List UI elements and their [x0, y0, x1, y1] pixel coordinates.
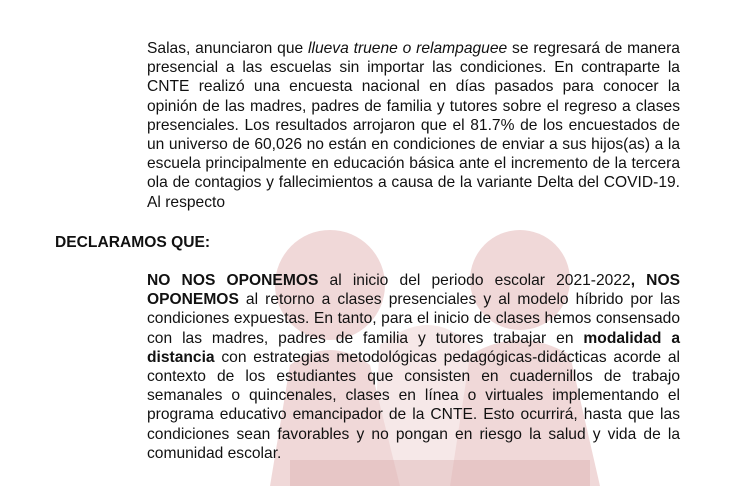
intro-text-b: se regresará de manera presencial a las escuelas sin importar las condiciones. En contraparte la CNTE realizó una encuesta nacional en días pasados para conocer la opinión de las madres, padres de familia y tutores sobre el regreso a clases presenciales. Los resultados arrojaron que el 81.7% de los encuestados de un universo de 60,026 no están en condiciones de enviar a sus hijos(as) a la escuela principalmente en educación básica ante el incremento de la tercera ola de contagios y fallecimientos a causa de la variante Delta del COVID-19. Al respecto — [147, 40, 680, 211]
declaration-text-b: al retorno a clases presenciales y al modelo híbrido por las condiciones expuestas. En tanto, para el inicio de clases hemos consensado con las madres, padres de familia y tutores trabajar en — [147, 291, 680, 347]
section-heading: DECLARAMOS QUE: — [55, 234, 211, 251]
declaration-text-c: con estrategias metodológicas pedagógicas-didácticas acorde al contexto de los estudiantes que consisten en cuadernillos de trabajo semanales o quincenales, clases en línea o virtuales implementando el programa educativo emancipador de la CNTE. Esto ocurrirá, hasta que las condiciones sean favorables y no pongan en riesgo la salud y vida de la comunidad escolar. — [147, 348, 680, 462]
declaration-bold-1: NO NOS OPONEMOS — [147, 272, 319, 289]
intro-text-a: Salas, anunciaron que — [147, 40, 309, 57]
declaration-bold-2: , NOS OPONEMOS — [147, 272, 680, 309]
declaration-text-a: al inicio del periodo escolar 2021-2022 — [318, 272, 631, 289]
intro-paragraph — [147, 39, 680, 212]
intro-italic-phrase: llueva truene o relampaguee — [308, 40, 508, 57]
declaration-paragraph — [147, 271, 680, 463]
declaration-bold-3: modalidad a distancia — [147, 329, 680, 366]
background-red-strip — [290, 460, 590, 486]
